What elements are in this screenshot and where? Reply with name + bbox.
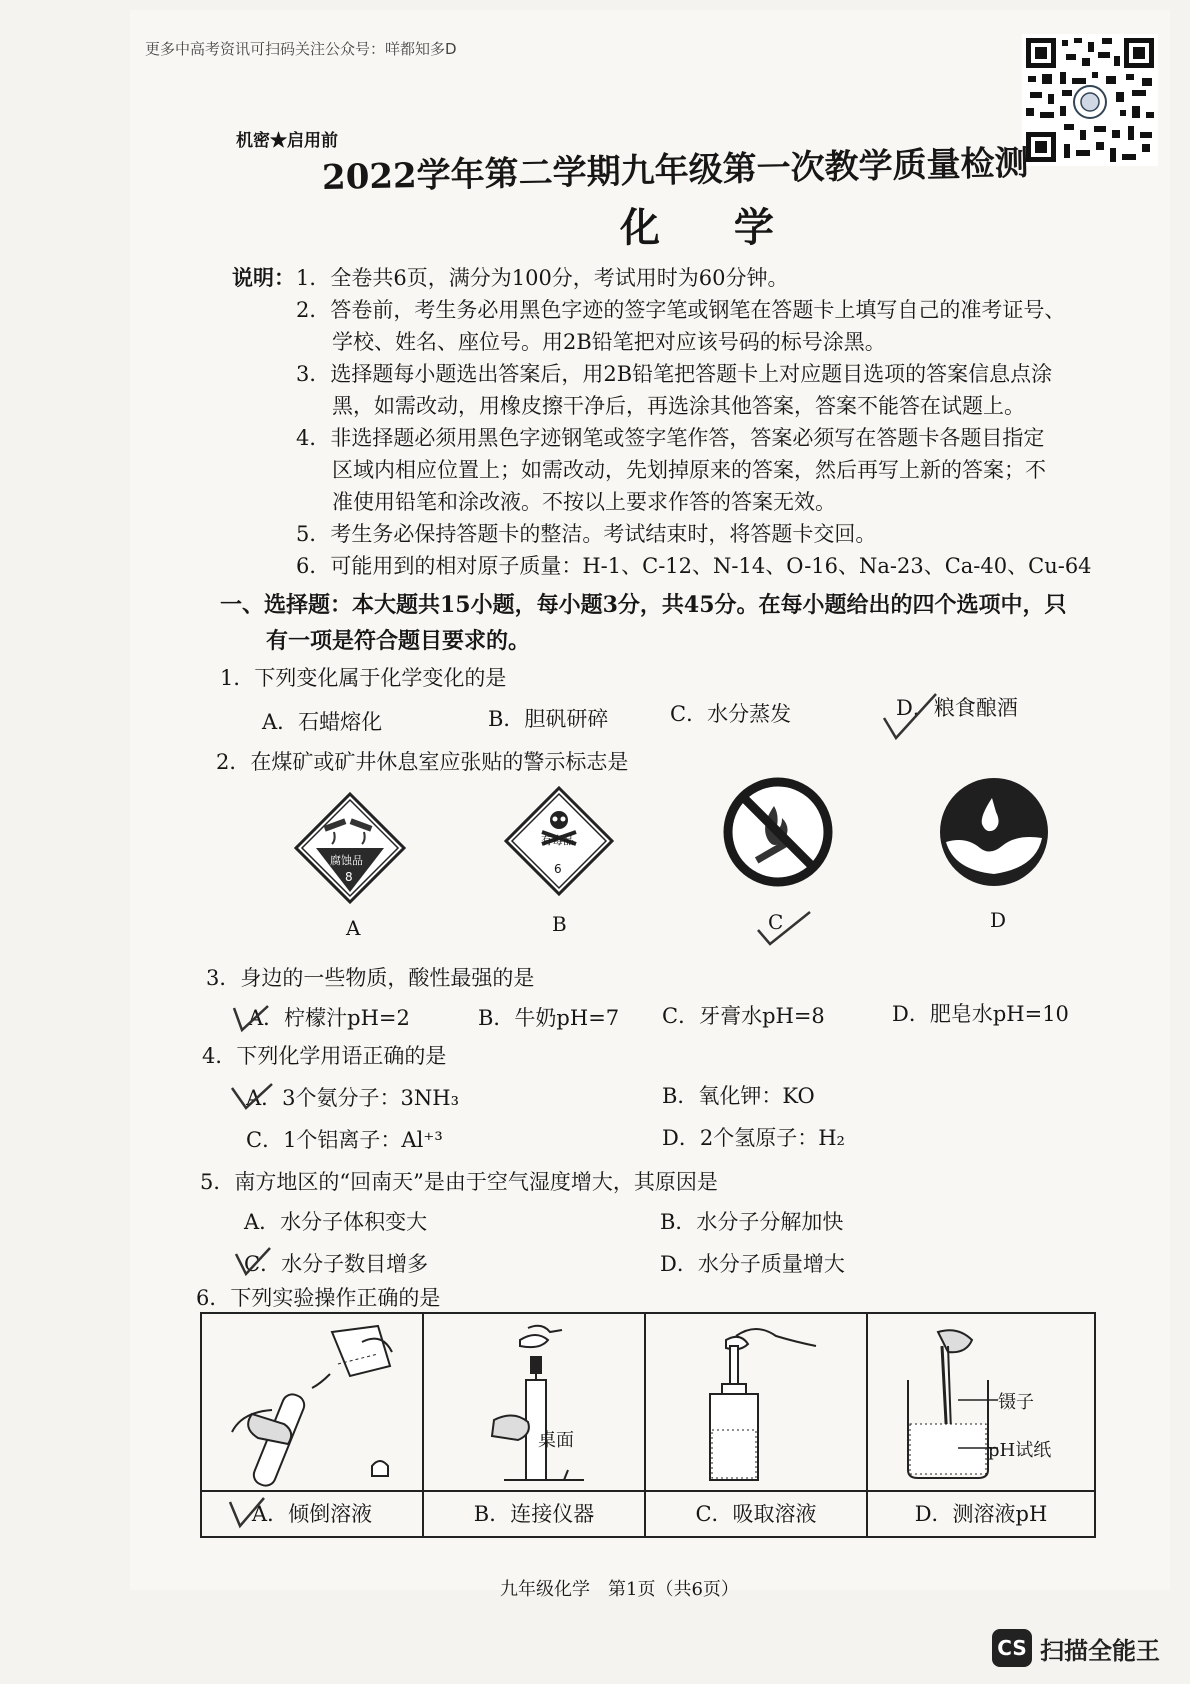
top-note: 更多中高考资讯可扫码关注公众号：咩都知多D (145, 40, 457, 58)
instruction-line: 黑，如需改动，用橡皮擦干净后，再选涂其他答案，答案不能答在试题上。 (332, 394, 1025, 418)
brand-name: 扫描全能王 (1040, 1637, 1160, 1665)
exam-title: 2022学年第二学期九年级第一次教学质量检测 (321, 143, 1029, 198)
instruction-line: 6．可能用到的相对原子质量：H-1、C-12、N-14、O-16、Na-23、Ca-40、Cu-64 (296, 554, 1092, 578)
label-ph-paper: pH试纸 (988, 1440, 1052, 1461)
question-3-stem: 3．身边的一些物质，酸性最强的是 (206, 966, 535, 990)
q4-option-b: B．氧化钾：KO (662, 1084, 815, 1108)
corrosive-sign-icon (294, 792, 406, 904)
sign-b-text: 有毒品 (541, 834, 574, 847)
caption-b: B．连接仪器 (424, 1490, 644, 1536)
question-4-stem: 4．下列化学用语正确的是 (202, 1044, 447, 1068)
experiment-cell-c (646, 1314, 868, 1536)
check-mark-icon (230, 1082, 276, 1112)
ph-test-icon (878, 1320, 998, 1486)
sign-d-label: D (990, 908, 1007, 932)
question-6-stem: 6．下列实验操作正确的是 (196, 1286, 441, 1310)
check-mark-icon (880, 690, 940, 744)
water-hazard-sign-icon (938, 776, 1050, 888)
instruction-line: 学校、姓名、座位号。用2B铅笔把对应该号码的标号涂黑。 (332, 330, 886, 354)
q5-option-a: A．水分子体积变大 (244, 1210, 428, 1234)
sign-a-number: 8 (345, 870, 353, 884)
label-table-surface: 桌面 (538, 1430, 574, 1451)
q3-option-a: A．柠檬汁pH=2 (248, 1006, 410, 1030)
camscanner-logo: CS (992, 1629, 1032, 1667)
q4-option-d: D．2个氢原子：H₂ (662, 1126, 845, 1150)
section-heading: 一、选择题：本大题共15小题，每小题3分，共45分。在每小题给出的四个选项中，只 (220, 592, 1067, 618)
instruction-line: 3．选择题每小题选出答案后，用2B铅笔把答题卡上对应题目选项的答案信息点涂 (296, 362, 1053, 386)
confidential-mark: 机密★启用前 (236, 131, 338, 151)
instruction-line: 准使用铅笔和涂改液。不按以上要求作答的答案无效。 (332, 490, 836, 514)
dropper-solution-icon (656, 1320, 856, 1486)
caption-c: C．吸取溶液 (646, 1490, 866, 1536)
q3-option-b: B．牛奶pH=7 (478, 1006, 620, 1030)
question-1-stem: 1．下列变化属于化学变化的是 (220, 666, 507, 690)
question-2-stem: 2．在煤矿或矿井休息室应张贴的警示标志是 (216, 750, 629, 774)
sign-b-label: B (552, 912, 567, 936)
q3-option-d: D．肥皂水pH=10 (892, 1002, 1069, 1026)
qr-code-icon (1022, 34, 1158, 166)
instruction-line: 5．考生务必保持答题卡的整洁。考试结束时，将答题卡交回。 (296, 522, 877, 546)
subject-title: 化 学 (620, 204, 804, 251)
sign-b-number: 6 (554, 862, 562, 876)
experiment-cell-d (868, 1314, 1094, 1536)
instruction-line: 区域内相应位置上；如需改动，先划掉原来的答案，然后再写上新的答案；不 (332, 458, 1046, 482)
question-5-stem: 5．南方地区的“回南天”是由于空气湿度增大，其原因是 (200, 1170, 718, 1194)
q4-option-c: C．1个铝离子：Al⁺³ (246, 1128, 443, 1152)
caption-d: D．测溶液pH (868, 1490, 1094, 1536)
sign-a-text: 腐蚀品 (330, 854, 363, 867)
q4-option-a: A．3个氨分子：3NH₃ (246, 1086, 459, 1110)
connecting-apparatus-icon (434, 1320, 634, 1486)
instruction-line: 2．答卷前，考生务必用黑色字迹的签字笔或钢笔在答题卡上填写自己的准考证号、 (296, 298, 1066, 322)
experiment-table (200, 1312, 1096, 1538)
experiment-cell-b (424, 1314, 646, 1536)
sign-c-label: C (768, 910, 784, 934)
q3-option-c: C．牙膏水pH=8 (662, 1004, 825, 1028)
check-mark-icon (228, 1496, 268, 1530)
instructions-label: 说明： (232, 265, 295, 290)
scanner-brand (992, 1627, 1162, 1669)
check-mark-icon (754, 908, 814, 948)
page-footer: 九年级化学 第1页（共6页） (500, 1579, 739, 1600)
q1-option-d: D．粮食酿酒 (896, 696, 1018, 720)
instruction-line: 4．非选择题必须用黑色字迹钢笔或签字笔作答，答案必须写在答题卡各题目指定 (296, 426, 1045, 450)
pouring-liquid-icon (212, 1322, 412, 1488)
q1-option-b: B．胆矾研碎 (488, 707, 609, 731)
q5-option-c: C．水分子数目增多 (244, 1252, 429, 1276)
instruction-line: 1．全卷共6页，满分为100分，考试用时为60分钟。 (296, 266, 789, 290)
q5-option-d: D．水分子质量增大 (660, 1252, 845, 1276)
check-mark-icon (232, 1004, 272, 1034)
q1-option-a: A．石蜡熔化 (262, 710, 383, 734)
no-fire-sign-icon (722, 776, 834, 888)
label-tweezers: 镊子 (998, 1392, 1034, 1413)
check-mark-icon (234, 1246, 274, 1278)
q5-option-b: B．水分子分解加快 (660, 1210, 844, 1234)
q1-option-c: C．水分蒸发 (670, 702, 792, 726)
caption-a: A．倾倒溶液 (202, 1490, 422, 1536)
sign-a-label: A (346, 916, 361, 940)
section-heading-cont: 有一项是符合题目要求的。 (266, 628, 531, 654)
